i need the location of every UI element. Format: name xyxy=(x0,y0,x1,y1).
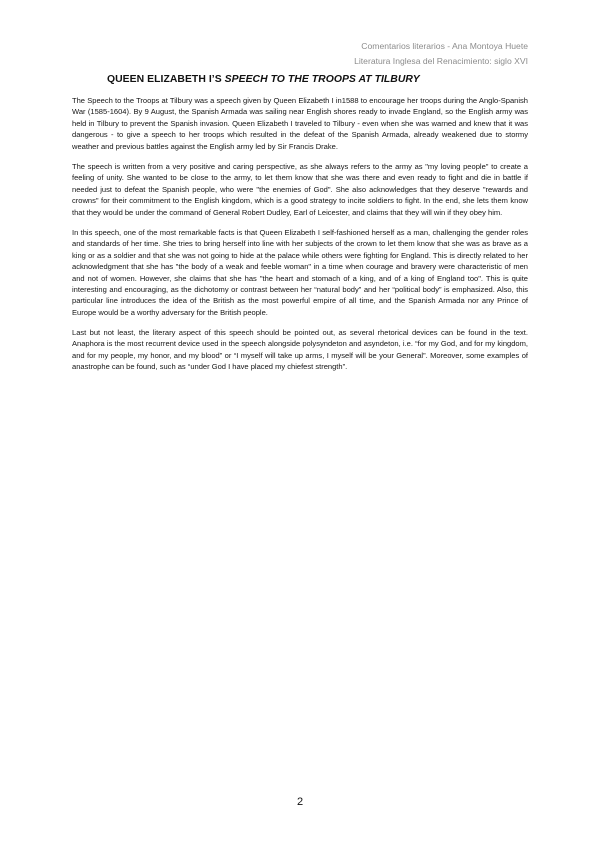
document-body xyxy=(72,95,528,381)
header-course-line: Literatura Inglesa del Renacimiento: siglo XVI xyxy=(354,56,528,66)
document-title xyxy=(107,74,420,85)
paragraph-3: In this speech, one of the most remarkable facts is that Queen Elizabeth I self-fashioned herself as a man, challenging the gender roles and standards of her time. She tries to bring herself into line with her subjects of the crown to let them know that she was as brave as a king or as a soldier and that she was not going to hide at the palace while others were fighting for England. This is directly related to her acknowledgment that she has "the body of a weak and feeble woman" in a time when courage and bravery were characteristic of men and not of women. However, she claims that she has "the heart and stomach of a king, and of a king of England too". This is quite interesting and encouraging, as the dichotomy or contrast between her “natural body” and her “political body” is emphasized. Also, this particular line introduces the idea of the British as the most powerful empire of all time, and the Spanish Armada nor any Prince of Europe would be a worthy adversary for the British people. xyxy=(72,227,528,317)
page-number: 2 xyxy=(296,796,304,808)
title-prefix: QUEEN ELIZABETH I’S xyxy=(107,74,225,85)
page-header xyxy=(354,39,528,69)
header-author-line: Comentarios literarios - Ana Montoya Huete xyxy=(361,41,528,51)
title-italic: SPEECH TO THE TROOPS AT TILBURY xyxy=(224,74,420,85)
paragraph-4: Last but not least, the literary aspect of this speech should be pointed out, as several rhetorical devices can be found in the text. Anaphora is the most recurrent device used in the speech alongside polysyndeton and asyndeton, i.e. “for my God, and for my kingdom, and for my people, my honor, and my blood” or “I myself will take up arms, I myself will be your General”. Moreover, some examples of anastrophe can be found, such as “under God I have placed my chiefest strength”. xyxy=(72,327,528,372)
paragraph-2: The speech is written from a very positive and caring perspective, as she always refers to the army as "my loving people" to create a feeling of unity. She wanted to be close to the army, to let them know that she was there and even ready to fight and die in battle if needed just to defeat the Spanish people, who were "the enemies of God". She also acknowledges that they deserve "rewards and crowns" for their commitment to the English kingdom, which is a good strategy to incite soldiers to fight. In the end, she lets them know that they would be under the command of General Robert Dudley, Earl of Leicester, and claims that they will win if they obey him. xyxy=(72,161,528,217)
paragraph-1: The Speech to the Troops at Tilbury was a speech given by Queen Elizabeth I in1588 to encourage her troops during the Anglo-Spanish War (1585-1604). By 9 August, the Spanish Armada was sailing near English shores ready to invade England, so the English army was held in Tilbury to prevent the Spanish invasion. Queen Elizabeth I traveled to Tilbury - even when she was warned and knew that it was dangerous - to give a speech to her troops which resulted in the defeat of the Spanish Armada, already weakened due to stormy weather and previous battles against the English army led by Sir Francis Drake. xyxy=(72,96,528,151)
